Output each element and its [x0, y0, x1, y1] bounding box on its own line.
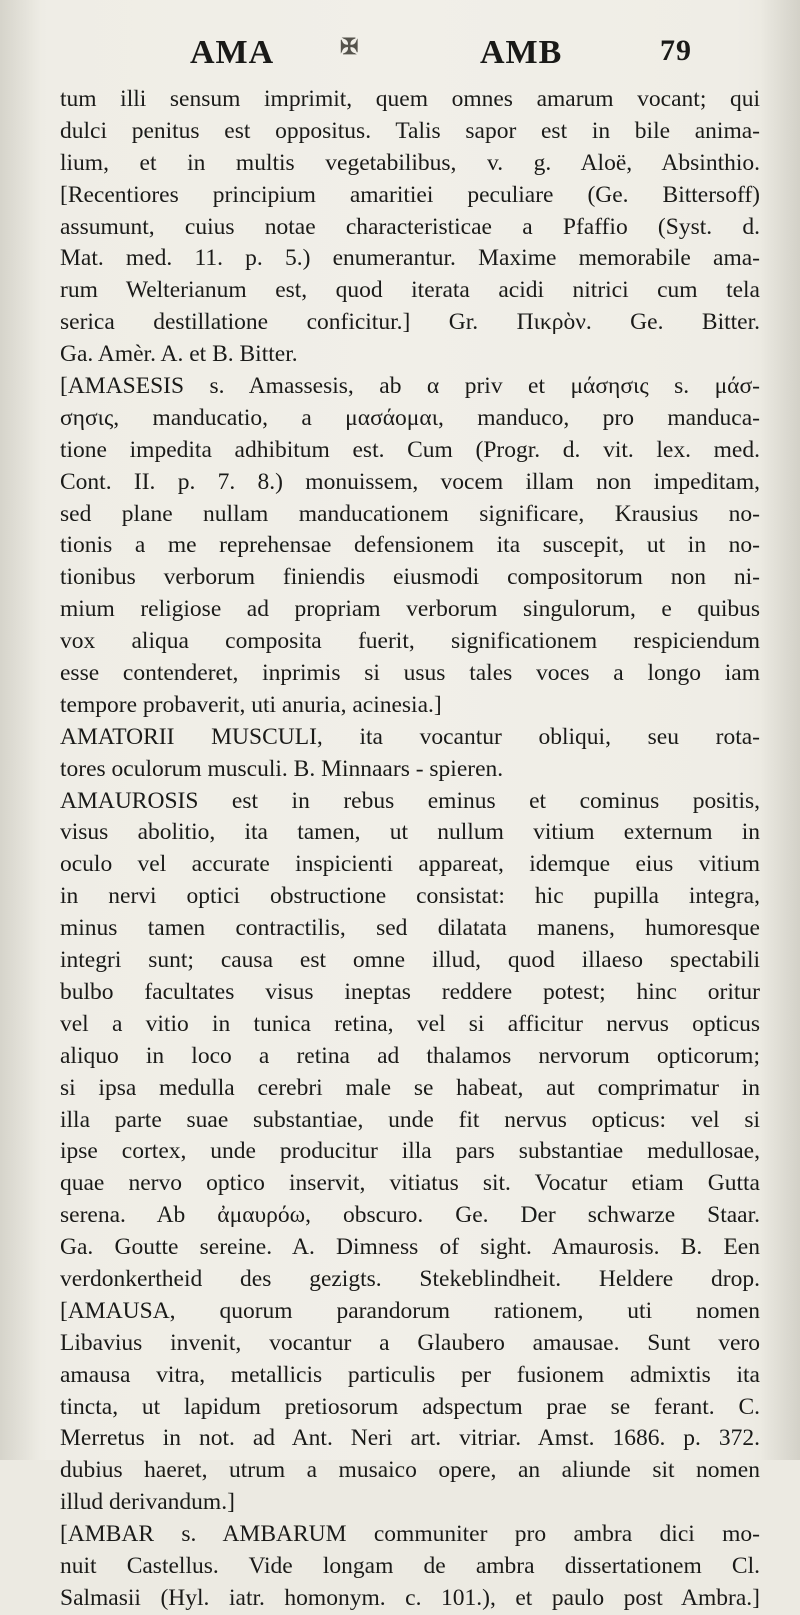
text-line: sed plane nullam manducationem significare, Krausius no-: [60, 500, 760, 527]
header-ornament: ✠: [340, 34, 360, 59]
text-line: serena. Ab ἀμαυρόω, obscuro. Ge. Der schwarze Staar.: [60, 1202, 760, 1229]
text-line: rum Welterianum est, quod iterata acidi nitrici cum tela: [60, 277, 760, 304]
text-line: mium religiose ad propriam verborum singulorum, e quibus: [60, 596, 760, 623]
text-line: assumunt, cuius notae characteristicae a Pfaffio (Syst. d.: [60, 213, 760, 240]
text-line: σησις, manducatio, a μασάομαι, manduco, pro manduca-: [60, 404, 760, 431]
text-line: AMAUROSIS est in rebus eminus et cominus positis,: [60, 787, 760, 814]
text-line: vel a vitio in tunica retina, vel si afficitur nervus opticus: [60, 1010, 760, 1037]
text-line: dulci penitus est oppositus. Talis sapor est in bile anima-: [60, 117, 760, 144]
text-line: nuit Castellus. Vide longam de ambra dissertationem Cl.: [60, 1552, 760, 1579]
text-line: Cont. II. p. 7. 8.) monuissem, vocem illam non impeditam,: [60, 468, 760, 495]
text-line: tionibus verborum finiendis eiusmodi compositorum non ni-: [60, 564, 760, 591]
text-line: tionis a me reprehensae defensionem ita suscepit, ut in no-: [60, 532, 760, 559]
text-line: Ga. Goutte sereine. A. Dimness of sight. Amaurosis. B. Een: [60, 1234, 760, 1261]
text-line: serica destillatione conficitur.] Gr. Πικρὸν. Ge. Bitter.: [60, 309, 760, 336]
text-line: dubius haeret, utrum a musaico opere, an aliunde sit nomen: [60, 1457, 760, 1484]
text-line: vox aliqua composita fuerit, significationem respiciendum: [60, 628, 760, 655]
header-left-word: AMA: [190, 34, 275, 71]
text-line: esse contenderet, inprimis si usus tales voces a longo iam: [60, 660, 760, 687]
text-line: tincta, ut lapidum pretiosorum adspectum prae se ferant. C.: [60, 1393, 760, 1420]
text-line: Merretus in not. ad Ant. Neri art. vitriar. Amst. 1686. p. 372.: [60, 1425, 760, 1452]
text-line: in nervi optici obstructione consistat: hic pupilla integra,: [60, 883, 760, 910]
text-line: amausa vitra, metallicis particulis per fusionem admixtis ita: [60, 1361, 760, 1388]
body-text: [60, 84, 760, 1615]
text-line: aliquo in loco a retina ad thalamos nervorum opticorum;: [60, 1042, 760, 1069]
text-line: [AMBAR s. AMBARUM communiter pro ambra dici mo-: [60, 1521, 760, 1548]
text-line: minus tamen contractilis, sed dilatata manens, humoresque: [60, 915, 760, 942]
text-line: Libavius invenit, vocantur a Glaubero amausae. Sunt vero: [60, 1329, 760, 1356]
text-line: AMATORII MUSCULI, ita vocantur obliqui, seu rota-: [60, 723, 760, 750]
text-line: Ga. Amèr. A. et B. Bitter.: [60, 341, 298, 368]
text-line: illud derivandum.]: [60, 1489, 235, 1516]
page-number: 79: [660, 34, 692, 67]
left-page-edge: [0, 0, 40, 1460]
text-line: si ipsa medulla cerebri male se habeat, aut comprimatur in: [60, 1074, 760, 1101]
text-line: visus abolitio, ita tamen, ut nullum vitium externum in: [60, 819, 760, 846]
text-line: verdonkertheid des gezigts. Stekeblindheit. Heldere drop.: [60, 1265, 760, 1292]
text-line: illa parte suae substantiae, unde fit nervus opticus: vel si: [60, 1106, 760, 1133]
text-line: tum illi sensum imprimit, quem omnes amarum vocant; qui: [60, 86, 760, 112]
text-line: Mat. med. 11. p. 5.) enumerantur. Maxime memorabile ama-: [60, 245, 760, 272]
running-header: [190, 34, 750, 74]
text-line: Salmasii (Hyl. iatr. homonym. c. 101.), et paulo post Ambra.]: [60, 1584, 760, 1611]
text-line: bulbo facultates visus ineptas reddere potest; hinc oritur: [60, 978, 760, 1005]
text-line: oculo vel accurate inspicienti appareat, idemque eius vitium: [60, 851, 760, 878]
text-line: tores oculorum musculi. B. Minnaars - spieren.: [60, 755, 504, 782]
text-line: integri sunt; causa est omne illud, quod illaeso spectabili: [60, 947, 760, 974]
text-line: tione impedita adhibitum est. Cum (Progr. d. vit. lex. med.: [60, 436, 760, 463]
right-page-edge: [760, 0, 800, 1460]
text-line: ipse cortex, unde producitur illa pars substantiae medullosae,: [60, 1138, 760, 1165]
text-line: lium, et in multis vegetabilibus, v. g. Aloë, Absinthio.: [60, 149, 760, 176]
text-line: [AMAUSA, quorum parandorum rationem, uti nomen: [60, 1297, 760, 1324]
text-line: tempore probaverit, uti anuria, acinesia.]: [60, 691, 442, 718]
header-right-word: AMB: [480, 34, 563, 71]
text-line: quae nervo optico inservit, vitiatus sit. Vocatur etiam Gutta: [60, 1170, 760, 1197]
text-line: [AMASESIS s. Amassesis, ab α priv et μάσησις s. μάσ-: [60, 373, 760, 400]
text-line: [Recentiores principium amaritiei peculiare (Ge. Bittersoff): [60, 181, 760, 208]
